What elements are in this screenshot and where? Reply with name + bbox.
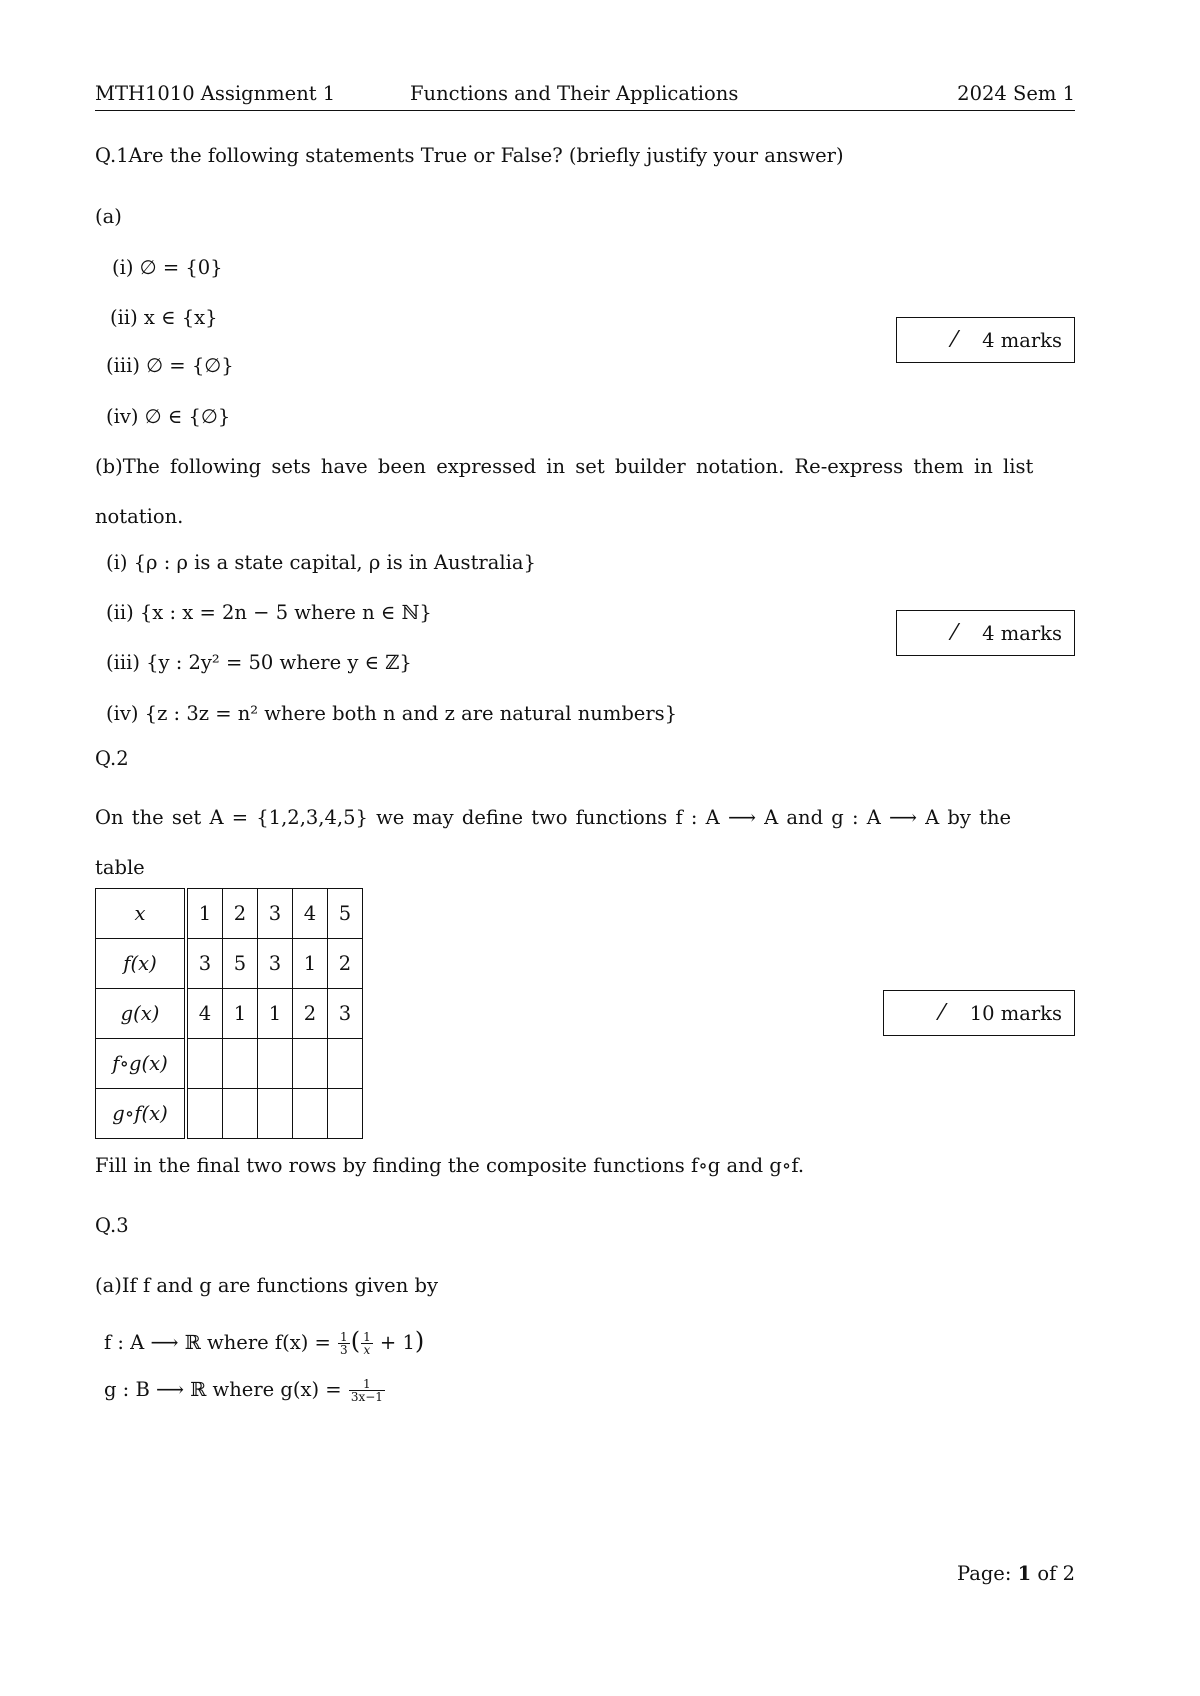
table-cell: 2 <box>328 939 363 989</box>
table-cell: 1 <box>223 989 258 1039</box>
frac-numerator: 1 <box>340 1330 348 1344</box>
q1-b-item-iii: (iii) {y : 2y² = 50 where y ∈ ℤ} <box>106 651 412 674</box>
q2-label: Q.2 <box>95 747 129 770</box>
answer-cell[interactable] <box>258 1089 293 1139</box>
answer-cell[interactable] <box>328 1039 363 1089</box>
answer-cell[interactable] <box>258 1039 293 1089</box>
table-cell: 2 <box>293 989 328 1039</box>
page-prefix: Page: <box>956 1562 1012 1585</box>
q2-line1: On the set A = {1,2,3,4,5} we may define two functions f : A ⟶ A and g : A ⟶ A by the <box>95 806 1012 829</box>
table-cell: 2 <box>223 889 258 939</box>
page-sep: of <box>1037 1562 1057 1585</box>
f-tail: + 1 <box>379 1331 415 1354</box>
q1-part-a-label: (a) <box>95 205 122 228</box>
table-cell: 4 <box>293 889 328 939</box>
q1-a-item-i: (i) ∅ = {0} <box>112 256 223 279</box>
answer-cell[interactable] <box>186 1089 223 1139</box>
frac-denominator: x <box>363 1343 371 1357</box>
q3-label: Q.3 <box>95 1214 129 1237</box>
q1-b-marks: 4 marks <box>982 621 1062 645</box>
answer-cell[interactable] <box>293 1039 328 1089</box>
header-term: 2024 Sem 1 <box>957 82 1075 105</box>
header-title: Functions and Their Applications <box>410 82 739 105</box>
paren-left: ( <box>350 1327 361 1355</box>
q3-f-definition <box>104 1327 424 1356</box>
row-header-fx: f(x) <box>96 939 187 989</box>
frac-numerator: 1 <box>363 1330 371 1344</box>
q1-a-item-ii: (ii) x ∈ {x} <box>110 306 218 329</box>
table-cell: 3 <box>328 989 363 1039</box>
header-course: MTH1010 Assignment 1 <box>95 82 336 105</box>
table-cell: 1 <box>186 889 223 939</box>
q3-g-definition <box>104 1378 386 1403</box>
g-def-prefix: g : B ⟶ ℝ where g(x) = <box>104 1378 342 1401</box>
row-header-fog: f∘g(x) <box>96 1039 187 1089</box>
q1-part-b-line2: notation. <box>95 505 184 528</box>
answer-cell[interactable] <box>223 1089 258 1139</box>
table-cell: 3 <box>258 889 293 939</box>
table-cell: 3 <box>186 939 223 989</box>
fraction <box>338 1331 350 1356</box>
q2-marks-box <box>883 990 1075 1036</box>
page-number <box>957 1562 1075 1585</box>
q1-b-item-i: (i) {ρ : ρ is a state capital, ρ is in Australia} <box>106 551 536 574</box>
frac-numerator: 1 <box>349 1378 385 1391</box>
table-row <box>96 1039 363 1089</box>
table-cell: 1 <box>258 989 293 1039</box>
page-total: 2 <box>1062 1562 1075 1585</box>
table-row <box>96 939 363 989</box>
q1-b-marks-box <box>896 610 1075 656</box>
table-cell: 5 <box>223 939 258 989</box>
table-cell: 1 <box>293 939 328 989</box>
answer-cell[interactable] <box>223 1039 258 1089</box>
table-row <box>96 989 363 1039</box>
mark-slash-icon: ⁄ <box>952 620 957 646</box>
fraction <box>349 1378 385 1403</box>
q1-a-marks-box <box>896 317 1075 363</box>
answer-cell[interactable] <box>186 1039 223 1089</box>
mark-slash-icon: ⁄ <box>952 327 957 353</box>
row-header-gof: g∘f(x) <box>96 1089 187 1139</box>
table-row <box>96 1089 363 1139</box>
table-cell: 5 <box>328 889 363 939</box>
table-cell: 3 <box>258 939 293 989</box>
q2-marks: 10 marks <box>969 1001 1062 1025</box>
table-row <box>96 889 363 939</box>
mark-slash-icon: ⁄ <box>940 1000 944 1026</box>
q2-footer: Fill in the final two rows by finding the composite functions f∘g and g∘f. <box>95 1154 805 1177</box>
f-def-prefix: f : A ⟶ ℝ where f(x) = <box>104 1331 331 1354</box>
paren-right: ) <box>414 1327 425 1355</box>
q1-a-marks: 4 marks <box>982 328 1062 352</box>
answer-cell[interactable] <box>293 1089 328 1139</box>
q1-b-item-iv: (iv) {z : 3z = n² where both n and z are natural numbers} <box>106 702 678 725</box>
page-current: 1 <box>1017 1562 1032 1585</box>
frac-denominator: 3x−1 <box>350 1390 383 1404</box>
q1-a-item-iii: (iii) ∅ = {∅} <box>106 354 234 377</box>
answer-cell[interactable] <box>328 1089 363 1139</box>
q3-part-a-intro: (a)If f and g are functions given by <box>95 1274 438 1297</box>
q1-a-item-iv: (iv) ∅ ∈ {∅} <box>106 405 231 428</box>
frac-denominator: 3 <box>340 1343 348 1357</box>
q1-b-item-ii: (ii) {x : x = 2n − 5 where n ∈ ℕ} <box>106 601 432 624</box>
fraction <box>361 1331 373 1356</box>
q1-intro: Q.1Are the following statements True or False? (briefly justify your answer) <box>95 144 844 167</box>
header-rule <box>95 110 1075 111</box>
row-header-x: x <box>96 889 187 939</box>
q1-part-b-line1: (b)The following sets have been expressed in set builder notation. Re-express them in list <box>95 455 1034 478</box>
q2-line2: table <box>95 856 145 879</box>
function-table <box>95 888 363 1139</box>
table-cell: 4 <box>186 989 223 1039</box>
row-header-gx: g(x) <box>96 989 187 1039</box>
